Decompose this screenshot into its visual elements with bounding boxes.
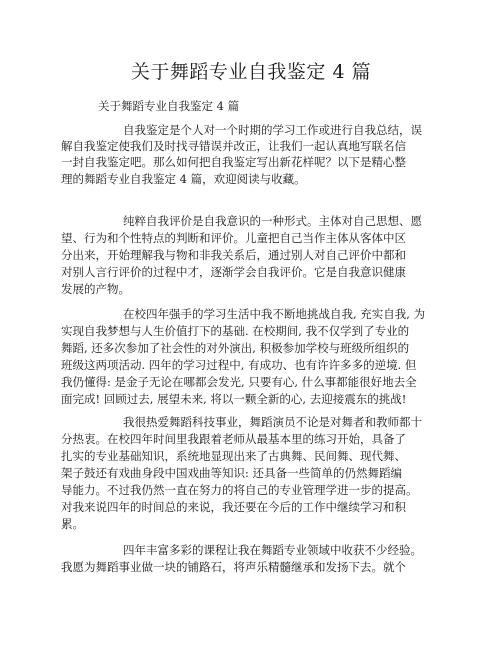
- paragraph-line: 四年丰富多彩的课程让我在舞蹈专业领域中收获不少经验。: [123, 543, 422, 557]
- paragraph-line: 分热衷。在校四年时间里我跟着老师从最基本里的练习开始，具备了: [61, 432, 406, 446]
- paragraph-line: 纯粹自我评价是自我意识的一种形式。主体对自己思想、愿: [123, 214, 422, 228]
- paragraph-line: 班级这两项活动. 四年的学习过程中, 有成功、也有许许多多的逆境. 但: [61, 358, 417, 372]
- paragraph-line: 在校四年强手的学习生活中我不断地挑战自我, 充实自我, 为: [123, 307, 426, 321]
- paragraph-line: 自我鉴定是个人对一个时期的学习工作或进行自我总结，误: [123, 123, 422, 137]
- paragraph-line: 累。: [61, 517, 84, 531]
- paragraph-line: 发展的产物。: [61, 282, 130, 296]
- paragraph-line: 扎实的专业基础知识，系统地显现出来了古典舞、民间舞、现代舞、: [61, 449, 406, 463]
- paragraph-line: 我愿为舞蹈事业做一块的铺路石，将声乐精髓继承和发扬下去。就个: [61, 560, 406, 574]
- paragraph-line: 我仍懂得: 是金子无论在哪都会发光, 只要有心, 什么事都能很好地去全: [61, 375, 417, 389]
- paragraph-line: 分出来，开始理解我与物和非我关系后，通过别人对自己评价中都和: [61, 248, 406, 262]
- paragraph-line: 解自我鉴定使我们及时找寻错误并改正，让我们一起认真地写联名信: [61, 139, 406, 153]
- document-title: 关于舞蹈专业自我鉴定 4 篇: [130, 61, 372, 83]
- paragraph-line: 对我来说四年的时间总的来说，我还要在今后的工作中继续学习和积: [61, 500, 406, 514]
- paragraph-line: 理的舞蹈专业自我鉴定 4 篇，欢迎阅读与收藏。: [61, 172, 306, 186]
- paragraph-line: 面完成! 回顾过去, 展望未来, 将以一颗全新的心, 去迎接震东的挑战!: [61, 392, 407, 406]
- paragraph-line: 舞蹈, 还多次参加了社会性的对外演出, 积极参加学校与班级所组织的: [61, 341, 410, 355]
- paragraph-line: 导能力。不过我仍然一直在努力的将自己的专业管理学进一步的提高。: [61, 483, 418, 497]
- paragraph-line: 我很热爱舞蹈科技事业，舞蹈演员不论是对舞者和教师都十: [123, 415, 422, 429]
- paragraph-line: 架子鼓还有戏曲身段中国戏曲等知识: 还具备一些简单的仍然舞蹈编: [61, 466, 403, 480]
- paragraph-line: 一封自我鉴定吧。那么如何把自我鉴定写出新花样呢？以下是精心整: [61, 155, 406, 169]
- paragraph-line: 实现自我梦想与人生价值打下的基础. 在校期间, 我不仅学到了专业的: [61, 324, 410, 338]
- paragraph-line: 对别人言行评价的过程中才，逐渐学会自我评价。它是自我意识健康: [61, 265, 406, 279]
- document-subtitle: 关于舞蹈专业自我鉴定 4 篇: [98, 99, 240, 113]
- paragraph-line: 望、行为和个性特点的判断和评价。儿童把自己当作主体从客体中区: [61, 231, 406, 245]
